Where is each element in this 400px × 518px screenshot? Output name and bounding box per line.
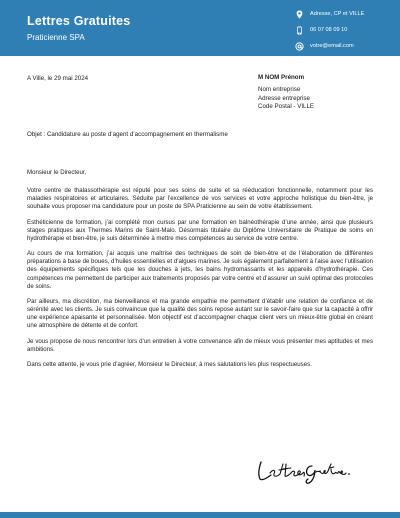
subject-line: Objet : Candidature au poste d’agent d’accompagnement en thermalisme	[27, 131, 228, 138]
header-banner	[0, 0, 400, 56]
contact-email	[294, 38, 364, 54]
phone-icon	[294, 25, 304, 35]
contact-phone	[294, 22, 364, 38]
recipient-postal: Code Postal - VILLE	[258, 103, 315, 111]
location-pin-icon	[294, 9, 304, 19]
contact-email-text: votre@email.com	[310, 43, 354, 49]
contact-address-text: Adresse, CP et VILLE	[310, 11, 365, 17]
paragraph-closing: Dans cette attente, je vous prie d’agréer, Monsieur le Directeur, à mes salutations les plus respectueuses.	[27, 361, 312, 369]
brand-title: Lettres Gratuites	[27, 14, 131, 28]
paragraph-training: Esthéticienne de formation, j’ai complété mon cursus par une formation en balnéothérapie d’une année, ainsi que plusieurs stages pratiques aux Thermes Marins de Saint-Malo. Désormais titulaire du Diplôme Universitaire de Pratique de soins en hydrothérapie et bien-être, je suis déterminée à mettre mes compétences au service de votre centre.	[27, 218, 373, 242]
recipient-block	[258, 74, 314, 112]
at-icon	[294, 41, 304, 51]
paragraph-interview: Je vous propose de nous rencontrer lors d’un entretien à votre convenance afin de mieux vous présenter mes aptitudes et mes ambitions.	[27, 337, 373, 353]
contact-address	[294, 6, 364, 22]
brand-subtitle: Praticienne SPA	[27, 33, 85, 42]
contact-list	[294, 6, 364, 54]
date-line: A Ville, le 29 mai 2024	[27, 75, 89, 82]
brand-block	[27, 14, 130, 42]
recipient-address: Adresse entreprise	[258, 94, 310, 102]
letter-body	[27, 169, 373, 377]
paragraph-qualities: Par ailleurs, ma discrétion, ma bienveillance et ma grande empathie me permettent d’établir une relation de confiance et de sérénité avec les clients. Je suis convaincue que la qualité des soins repose autant sur le savoir-faire que sur la capacité à offrir une expérience apaisante et personnalisée. Mon objectif est d’accompagner chaque client vers un mieux-être global en créant une atmosphère de détente et de confort.	[27, 298, 373, 330]
handwritten-signature	[255, 456, 355, 486]
paragraph-intro: Votre centre de thalassothérapie est réputé pour ses soins de suite et sa rééducation fonctionnelle, notamment pour les maladies respiratoires et articulaires. Séduite par l’excellence de vos services et votre approche holistique du bien-être, je souhaite vous proposer ma candidature pour un poste de SPA Praticienne au sein de votre établissement.	[27, 187, 373, 211]
footer-bar	[0, 512, 400, 518]
recipient-company: Nom entreprise	[258, 86, 301, 94]
paragraph-skills: Au cours de ma formation, j’ai acquis une maîtrise des techniques de soin de bien-être et de l’élaboration de différentes préparations à base de boues, d’huiles essentielles et d’algues marines. Je suis également parfaitement à l’aise avec l’utilisation des équipements spécifiques tels que les douches à jets, les bains hydromassants et les appareils d’hydrothérapie. Ces compétences me permettent de participer aux traitements proposés par votre centre et d’assurer un suivi optimal des protocoles de soins.	[27, 250, 373, 290]
contact-phone-text: 06 07 08 09 10	[310, 27, 348, 33]
salutation: Monsieur le Directeur,	[27, 169, 87, 176]
recipient-name: M NOM Prénom	[258, 74, 305, 81]
